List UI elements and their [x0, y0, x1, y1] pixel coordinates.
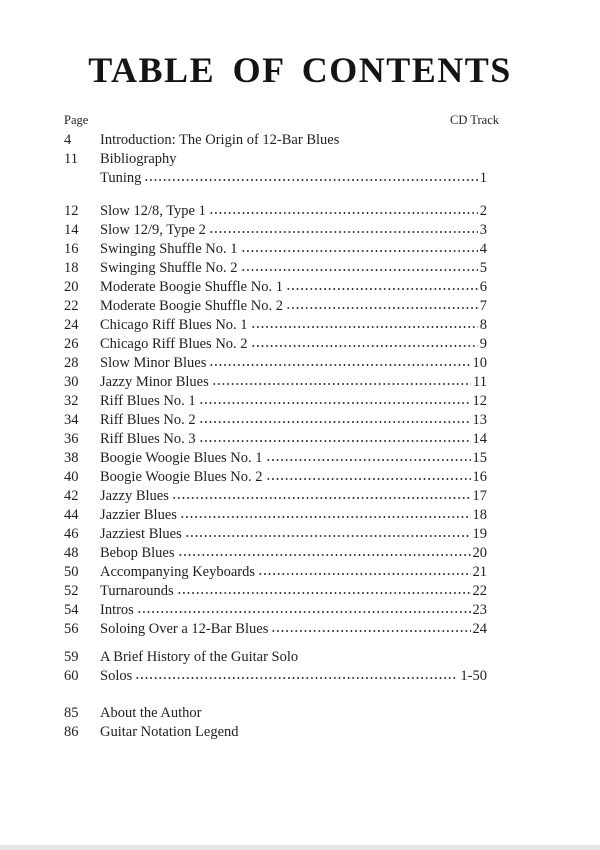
toc-track-number: 7 — [479, 298, 487, 314]
toc-page-number: 30 — [64, 374, 79, 390]
toc-row — [64, 620, 487, 639]
toc-page-number: 56 — [64, 621, 79, 637]
toc-page-number: 12 — [64, 203, 79, 219]
toc-page-number: 36 — [64, 431, 79, 447]
toc-row — [64, 316, 487, 335]
toc-row — [64, 221, 487, 240]
toc-section — [64, 131, 487, 188]
toc-page-number: 14 — [64, 222, 79, 238]
toc-page-number: 38 — [64, 450, 79, 466]
toc-row — [64, 411, 487, 430]
page-title: TABLE OF CONTENTS — [88, 50, 512, 90]
toc-row — [64, 582, 487, 601]
toc-track-number: 8 — [479, 317, 487, 333]
toc-leader-dots — [178, 553, 471, 557]
toc-row — [64, 544, 487, 563]
toc-entry-title: Bebop Blues — [100, 545, 175, 561]
toc-page-number: 32 — [64, 393, 79, 409]
toc-entry-title: Turnarounds — [100, 583, 174, 599]
toc-row — [64, 373, 487, 392]
document-page — [0, 50, 600, 850]
toc-leader-dots — [177, 591, 471, 595]
toc-track-number: 6 — [479, 279, 487, 295]
toc-leader-dots — [266, 477, 471, 481]
toc-leader-dots — [258, 572, 470, 576]
toc-page-number: 4 — [64, 132, 72, 148]
toc-page-number: 52 — [64, 583, 79, 599]
scan-edge-artifact — [0, 845, 600, 850]
toc-entry-title: Introduction: The Origin of 12-Bar Blues — [100, 132, 340, 148]
toc-track-number: 15 — [472, 450, 487, 466]
toc-leader-dots — [241, 249, 478, 253]
toc-page-number: 44 — [64, 507, 79, 523]
toc-entry-title: Accompanying Keyboards — [100, 564, 256, 580]
toc-page-number: 40 — [64, 469, 79, 485]
toc-leader-dots — [266, 458, 471, 462]
toc-entry-title: Moderate Boogie Shuffle No. 2 — [100, 298, 283, 314]
toc-row — [64, 648, 487, 667]
toc-leader-dots — [137, 610, 471, 614]
toc-entry-title: Chicago Riff Blues No. 1 — [100, 317, 248, 333]
toc-track-number: 1-50 — [460, 668, 487, 684]
toc-row — [64, 430, 487, 449]
toc-row — [64, 487, 487, 506]
toc-entry-title: Swinging Shuffle No. 2 — [100, 260, 238, 276]
toc-entry-title: Riff Blues No. 2 — [100, 412, 196, 428]
toc-row — [64, 335, 487, 354]
toc-row — [64, 169, 487, 188]
toc-entry-title: Intros — [100, 602, 134, 618]
toc-entry-title: Chicago Riff Blues No. 2 — [100, 336, 248, 352]
toc-entry-title: Slow 12/9, Type 2 — [100, 222, 206, 238]
toc-entry-title: Tuning — [100, 170, 142, 186]
toc-leader-dots — [286, 306, 478, 310]
toc-track-number: 14 — [472, 431, 487, 447]
toc-entry-title: Jazzy Minor Blues — [100, 374, 209, 390]
toc-entry-title: Jazzy Blues — [100, 488, 169, 504]
toc-row — [64, 525, 487, 544]
toc-track-number: 19 — [472, 526, 487, 542]
toc-entry-title: Jazzier Blues — [100, 507, 177, 523]
toc-page-number: 48 — [64, 545, 79, 561]
toc-row — [64, 150, 487, 169]
toc-page-number: 46 — [64, 526, 79, 542]
toc-track-number: 12 — [472, 393, 487, 409]
toc-row — [64, 563, 487, 582]
toc-entry-title: Riff Blues No. 1 — [100, 393, 196, 409]
toc-track-number: 2 — [479, 203, 487, 219]
cd-track-column-header: CD Track — [450, 113, 499, 127]
toc-leader-dots — [180, 515, 471, 519]
toc-leader-dots — [199, 420, 471, 424]
toc-row — [64, 667, 487, 686]
toc-track-number: 23 — [472, 602, 487, 618]
toc-track-number: 11 — [473, 374, 487, 390]
toc-entry-title: Riff Blues No. 3 — [100, 431, 196, 447]
toc-leader-dots — [286, 287, 478, 291]
toc-page-number: 22 — [64, 298, 79, 314]
toc-leader-dots — [251, 325, 478, 329]
toc-page-number: 24 — [64, 317, 79, 333]
toc-track-number: 5 — [479, 260, 487, 276]
toc-page-number: 59 — [64, 649, 79, 665]
toc-row — [64, 297, 487, 316]
toc-page-number: 34 — [64, 412, 79, 428]
page-column-header: Page — [64, 113, 89, 127]
toc-body — [64, 131, 487, 742]
toc-track-number: 16 — [472, 469, 487, 485]
toc-row — [64, 131, 487, 150]
toc-entry-title: Bibliography — [100, 151, 177, 167]
toc-row — [64, 601, 487, 620]
toc-row — [64, 449, 487, 468]
toc-entry-title: Moderate Boogie Shuffle No. 1 — [100, 279, 283, 295]
toc-track-number: 9 — [479, 336, 487, 352]
toc-sheet — [0, 50, 600, 742]
toc-section — [64, 704, 487, 742]
toc-page-number: 20 — [64, 279, 79, 295]
toc-section — [64, 648, 487, 686]
toc-row — [64, 392, 487, 411]
toc-page-number: 50 — [64, 564, 79, 580]
toc-row — [64, 468, 487, 487]
toc-track-number: 20 — [472, 545, 487, 561]
toc-page-number: 54 — [64, 602, 79, 618]
toc-leader-dots — [209, 211, 478, 215]
toc-track-number: 3 — [479, 222, 487, 238]
toc-page-number: 11 — [64, 151, 78, 167]
toc-leader-dots — [172, 496, 471, 500]
toc-leader-dots — [144, 178, 477, 182]
toc-track-number: 13 — [472, 412, 487, 428]
toc-track-number: 1 — [479, 170, 487, 186]
toc-entry-title: Slow 12/8, Type 1 — [100, 203, 206, 219]
toc-track-number: 17 — [472, 488, 487, 504]
toc-track-number: 18 — [472, 507, 487, 523]
toc-track-number: 24 — [472, 621, 487, 637]
toc-row — [64, 202, 487, 221]
toc-entry-title: Slow Minor Blues — [100, 355, 207, 371]
toc-content — [64, 112, 499, 742]
toc-row — [64, 723, 487, 742]
toc-track-number: 10 — [472, 355, 487, 371]
toc-page-number: 18 — [64, 260, 79, 276]
toc-leader-dots — [199, 439, 471, 443]
toc-entry-title: A Brief History of the Guitar Solo — [100, 649, 299, 665]
toc-leader-dots — [212, 382, 471, 386]
toc-leader-dots — [209, 230, 478, 234]
toc-entry-title: About the Author — [100, 705, 202, 721]
toc-row — [64, 704, 487, 723]
toc-leader-dots — [241, 268, 478, 272]
toc-page-number: 85 — [64, 705, 79, 721]
toc-leader-dots — [251, 344, 478, 348]
toc-track-number: 22 — [472, 583, 487, 599]
toc-row — [64, 278, 487, 297]
toc-leader-dots — [185, 534, 471, 538]
toc-section — [64, 202, 487, 639]
toc-page-number: 86 — [64, 724, 79, 740]
toc-entry-title: Boogie Woogie Blues No. 1 — [100, 450, 263, 466]
toc-entry-title: Solos — [100, 668, 133, 684]
toc-entry-title: Swinging Shuffle No. 1 — [100, 241, 238, 257]
toc-page-number: 28 — [64, 355, 79, 371]
toc-leader-dots — [271, 629, 470, 633]
toc-entry-title: Guitar Notation Legend — [100, 724, 239, 740]
toc-row — [64, 240, 487, 259]
toc-leader-dots — [135, 676, 458, 680]
toc-page-number: 26 — [64, 336, 79, 352]
toc-page-number: 60 — [64, 668, 79, 684]
toc-entry-title: Jazziest Blues — [100, 526, 182, 542]
toc-leader-dots — [209, 363, 470, 367]
toc-page-number: 42 — [64, 488, 79, 504]
toc-track-number: 4 — [479, 241, 487, 257]
toc-row — [64, 506, 487, 525]
toc-entry-title: Soloing Over a 12-Bar Blues — [100, 621, 269, 637]
toc-row — [64, 354, 487, 373]
toc-row — [64, 259, 487, 278]
column-headers — [64, 112, 499, 128]
toc-leader-dots — [199, 401, 471, 405]
toc-entry-title: Boogie Woogie Blues No. 2 — [100, 469, 263, 485]
toc-track-number: 21 — [472, 564, 487, 580]
toc-page-number: 16 — [64, 241, 79, 257]
